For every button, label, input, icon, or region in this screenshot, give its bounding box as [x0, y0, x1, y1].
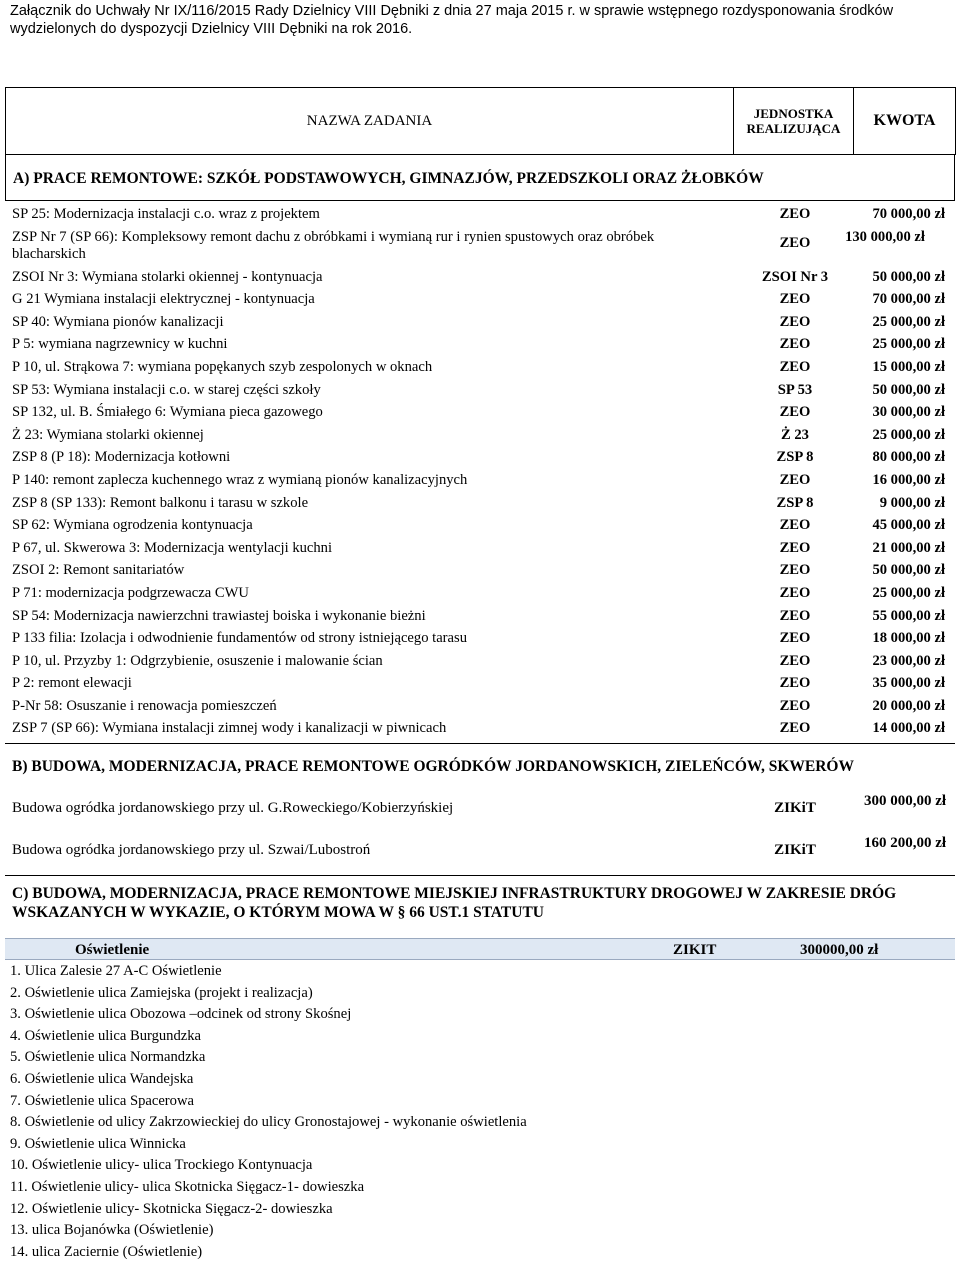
task-unit: ZSP 8 — [776, 449, 814, 466]
task-amount: 21 000,00 zł — [872, 539, 945, 556]
section-a-title: A) PRACE REMONTOWE: SZKÓŁ PODSTAWOWYCH, GIMNAZJÓW, PRZEDSZKOLI ORAZ ŻŁOBKÓW — [5, 154, 955, 201]
task-name: Budowa ogródka jordanowskiego przy ul. G.Roweckiego/Kobierzyńskiej — [12, 800, 454, 816]
task-unit: ZIKiT — [774, 800, 816, 816]
task-amount: 45 000,00 zł — [872, 517, 945, 534]
section-b-rows — [5, 788, 955, 872]
task-name: SP 132, ul. B. Śmiałego 6: Wymiana pieca gazowego — [12, 404, 323, 421]
task-amount: 14 000,00 zł — [872, 720, 945, 737]
lighting-header-unit: ZIKIT — [673, 942, 717, 958]
task-amount: 25 000,00 zł — [872, 313, 945, 330]
task-name: P-Nr 58: Osuszanie i renowacja pomieszczeń — [12, 697, 277, 714]
header-task-name: NAZWA ZADANIA — [6, 88, 734, 155]
header-unit: JEDNOSTKA REALIZUJĄCA — [734, 88, 854, 155]
table-row — [5, 266, 955, 289]
task-name: SP 54: Modernizacja nawierzchni trawiastej boiska i wykonanie bieżni — [12, 607, 426, 624]
task-amount: 300 000,00 zł — [863, 793, 947, 809]
list-item: 13. ulica Bojanówka (Oświetlenie) — [10, 1222, 214, 1239]
task-name: ZSP 7 (SP 66): Wymiana instalacji zimnej wody i kanalizacji w piwnicach — [12, 720, 447, 737]
list-item: 5. Oświetlenie ulica Normandzka — [10, 1049, 206, 1066]
section-b-title: B) BUDOWA, MODERNIZACJA, PRACE REMONTOWE OGRÓDKÓW JORDANOWSKICH, ZIELEŃCÓW, SKWERÓW — [5, 743, 955, 788]
task-amount: 70 000,00 zł — [872, 291, 945, 308]
list-item: 7. Oświetlenie ulica Spacerowa — [10, 1092, 194, 1109]
list-item: 2. Oświetlenie ulica Zamiejska (projekt i realizacja) — [10, 984, 313, 1001]
task-name: P 10, ul. Przyzby 1: Odgrzybienie, osuszenie i malowanie ścian — [12, 652, 383, 669]
table-row — [5, 788, 955, 830]
task-amount: 30 000,00 zł — [872, 404, 945, 421]
list-item: 3. Oświetlenie ulica Obozowa –odcinek od strony Skośnej — [10, 1006, 352, 1023]
table-row — [5, 627, 955, 650]
task-amount: 80 000,00 zł — [872, 449, 945, 466]
table-row — [5, 424, 955, 447]
table-row — [5, 717, 955, 740]
task-unit: ZEO — [779, 404, 811, 421]
table-row — [5, 830, 955, 872]
lighting-list — [10, 961, 950, 1263]
task-name: ZSP Nr 7 (SP 66): Kompleksowy remont dachu z obróbkami i wymianą rur i rynien spustowych oraz obróbek blacharskich — [12, 228, 655, 262]
list-item: 12. Oświetlenie ulicy- Skotnicka Sięgacz-2- dowieszka — [10, 1200, 333, 1217]
lighting-header-amount: 300000,00 zł — [800, 942, 879, 958]
task-unit: ZSOI Nr 3 — [761, 268, 829, 285]
list-item: 6. Oświetlenie ulica Wandejska — [10, 1070, 194, 1087]
list-item: 14. ulica Zaciernie (Oświetlenie) — [10, 1243, 203, 1260]
document-intro: Załącznik do Uchwały Nr IX/116/2015 Rady Dzielnicy VIII Dębniki z dnia 27 maja 2015 r. w sprawie wstępnego rozdysponowania środków wydzielonych do dyspozycji Dzielnicy VIII Dębniki na rok 2016. — [10, 3, 894, 37]
task-amount: 16 000,00 zł — [872, 471, 945, 488]
list-item: 1. Ulica Zalesie 27 A-C Oświetlenie — [10, 963, 222, 979]
table-row — [5, 203, 955, 226]
task-unit: ZEO — [779, 291, 811, 308]
list-item: 4. Oświetlenie ulica Burgundzka — [10, 1027, 202, 1044]
task-unit: ZEO — [779, 675, 811, 692]
task-amount: 25 000,00 zł — [872, 584, 945, 601]
task-name: ZSP 8 (P 18): Modernizacja kotłowni — [12, 449, 231, 466]
list-item: 10. Oświetlenie ulicy- ulica Trockiego Kontynuacja — [10, 1157, 313, 1174]
task-name: P 2: remont elewacji — [12, 675, 132, 692]
table-header — [5, 87, 956, 155]
task-name: P 5: wymiana nagrzewnicy w kuchni — [12, 336, 228, 353]
task-unit: ZEO — [779, 471, 811, 488]
task-amount: 9 000,00 zł — [879, 494, 945, 511]
task-unit: ZEO — [779, 206, 811, 222]
task-unit: ZEO — [779, 584, 811, 601]
task-name: ZSOI Nr 3: Wymiana stolarki okiennej - kontynuacja — [12, 268, 323, 285]
task-name: SP 62: Wymiana ogrodzenia kontynuacja — [12, 517, 253, 534]
task-name: G 21 Wymiana instalacji elektrycznej - kontynuacja — [12, 291, 315, 308]
task-name: P 71: modernizacja podgrzewacza CWU — [12, 584, 249, 601]
task-name: Budowa ogródka jordanowskiego przy ul. Szwai/Lubostroń — [12, 842, 371, 858]
table-row — [5, 356, 955, 379]
task-amount: 25 000,00 zł — [872, 336, 945, 353]
table-row — [5, 379, 955, 402]
task-amount: 55 000,00 zł — [872, 607, 945, 624]
task-amount: 130 000,00 zł — [845, 228, 925, 245]
task-name: ZSOI 2: Remont sanitariatów — [12, 562, 185, 579]
task-unit: ZEO — [779, 336, 811, 353]
task-unit: ZEO — [779, 358, 811, 375]
task-amount: 160 200,00 zł — [863, 835, 947, 851]
table-row — [5, 226, 955, 266]
task-unit: ZEO — [779, 720, 811, 737]
table-row — [5, 514, 955, 537]
task-unit: ZEO — [779, 630, 811, 647]
section-a-rows — [5, 203, 955, 740]
task-amount: 25 000,00 zł — [872, 426, 945, 443]
table-row — [5, 469, 955, 492]
table-row — [5, 605, 955, 628]
table-row — [5, 672, 955, 695]
table-row — [5, 311, 955, 334]
task-name: ZSP 8 (SP 133): Remont balkonu i tarasu w szkole — [12, 494, 309, 511]
task-name: SP 25: Modernizacja instalacji c.o. wraz z projektem — [12, 206, 320, 222]
task-unit: ZEO — [779, 539, 811, 556]
table-row — [5, 695, 955, 718]
task-unit: ZEO — [779, 313, 811, 330]
task-unit: SP 53 — [777, 381, 813, 398]
lighting-header-name: Oświetlenie — [75, 942, 150, 958]
table-row — [5, 288, 955, 311]
task-unit: ZSP 8 — [776, 494, 814, 511]
task-unit: ZIKiT — [774, 842, 816, 858]
list-item: 11. Oświetlenie ulicy- ulica Skotnicka Sięgacz-1- dowieszka — [10, 1178, 365, 1195]
task-name: SP 40: Wymiana pionów kanalizacji — [12, 313, 224, 330]
table-row — [5, 401, 955, 424]
task-unit: ZEO — [779, 607, 811, 624]
lighting-table-header — [5, 938, 955, 960]
task-amount: 50 000,00 zł — [872, 268, 945, 285]
list-item: 8. Oświetlenie od ulicy Zakrzowieckiej do ulicy Gronostajowej - wykonanie oświetlenia — [10, 1114, 527, 1131]
task-amount: 70 000,00 zł — [872, 206, 945, 222]
task-amount: 23 000,00 zł — [872, 652, 945, 669]
section-c-title: C) BUDOWA, MODERNIZACJA, PRACE REMONTOWE MIEJSKIEJ INFRASTRUKTURY DROGOWEJ W ZAKRESIE DRÓG WSKAZANYCH W WYKAZIE, O KTÓRYM MOWA W § 66 UST.1 STATUTU — [5, 875, 955, 922]
task-name: P 10, ul. Strąkowa 7: wymiana popękanych szyb zespolonych w oknach — [12, 358, 433, 375]
header-amount: KWOTA — [854, 88, 956, 155]
table-row — [5, 537, 955, 560]
task-unit: Ż 23 — [781, 426, 809, 443]
table-row — [5, 650, 955, 673]
task-amount: 18 000,00 zł — [872, 630, 945, 647]
task-unit: ZEO — [779, 234, 811, 251]
task-amount: 15 000,00 zł — [872, 358, 945, 375]
task-unit: ZEO — [779, 562, 811, 579]
list-item: 9. Oświetlenie ulica Winnicka — [10, 1135, 186, 1152]
task-amount: 50 000,00 zł — [872, 562, 945, 579]
table-row — [5, 559, 955, 582]
task-name: SP 53: Wymiana instalacji c.o. w starej części szkoły — [12, 381, 321, 398]
task-name: P 140: remont zaplecza kuchennego wraz z wymianą pionów kanalizacyjnych — [12, 471, 468, 488]
task-unit: ZEO — [779, 697, 811, 714]
table-row — [5, 492, 955, 515]
table-row — [5, 333, 955, 356]
task-name: P 133 filia: Izolacja i odwodnienie fundamentów od strony istniejącego tarasu — [12, 630, 467, 647]
task-amount: 50 000,00 zł — [872, 381, 945, 398]
task-name: P 67, ul. Skwerowa 3: Modernizacja wentylacji kuchni — [12, 539, 333, 556]
task-unit: ZEO — [779, 652, 811, 669]
task-name: Ż 23: Wymiana stolarki okiennej — [12, 426, 204, 443]
task-amount: 20 000,00 zł — [872, 697, 945, 714]
table-row — [5, 446, 955, 469]
task-unit: ZEO — [779, 517, 811, 534]
table-row — [5, 582, 955, 605]
task-amount: 35 000,00 zł — [872, 675, 945, 692]
